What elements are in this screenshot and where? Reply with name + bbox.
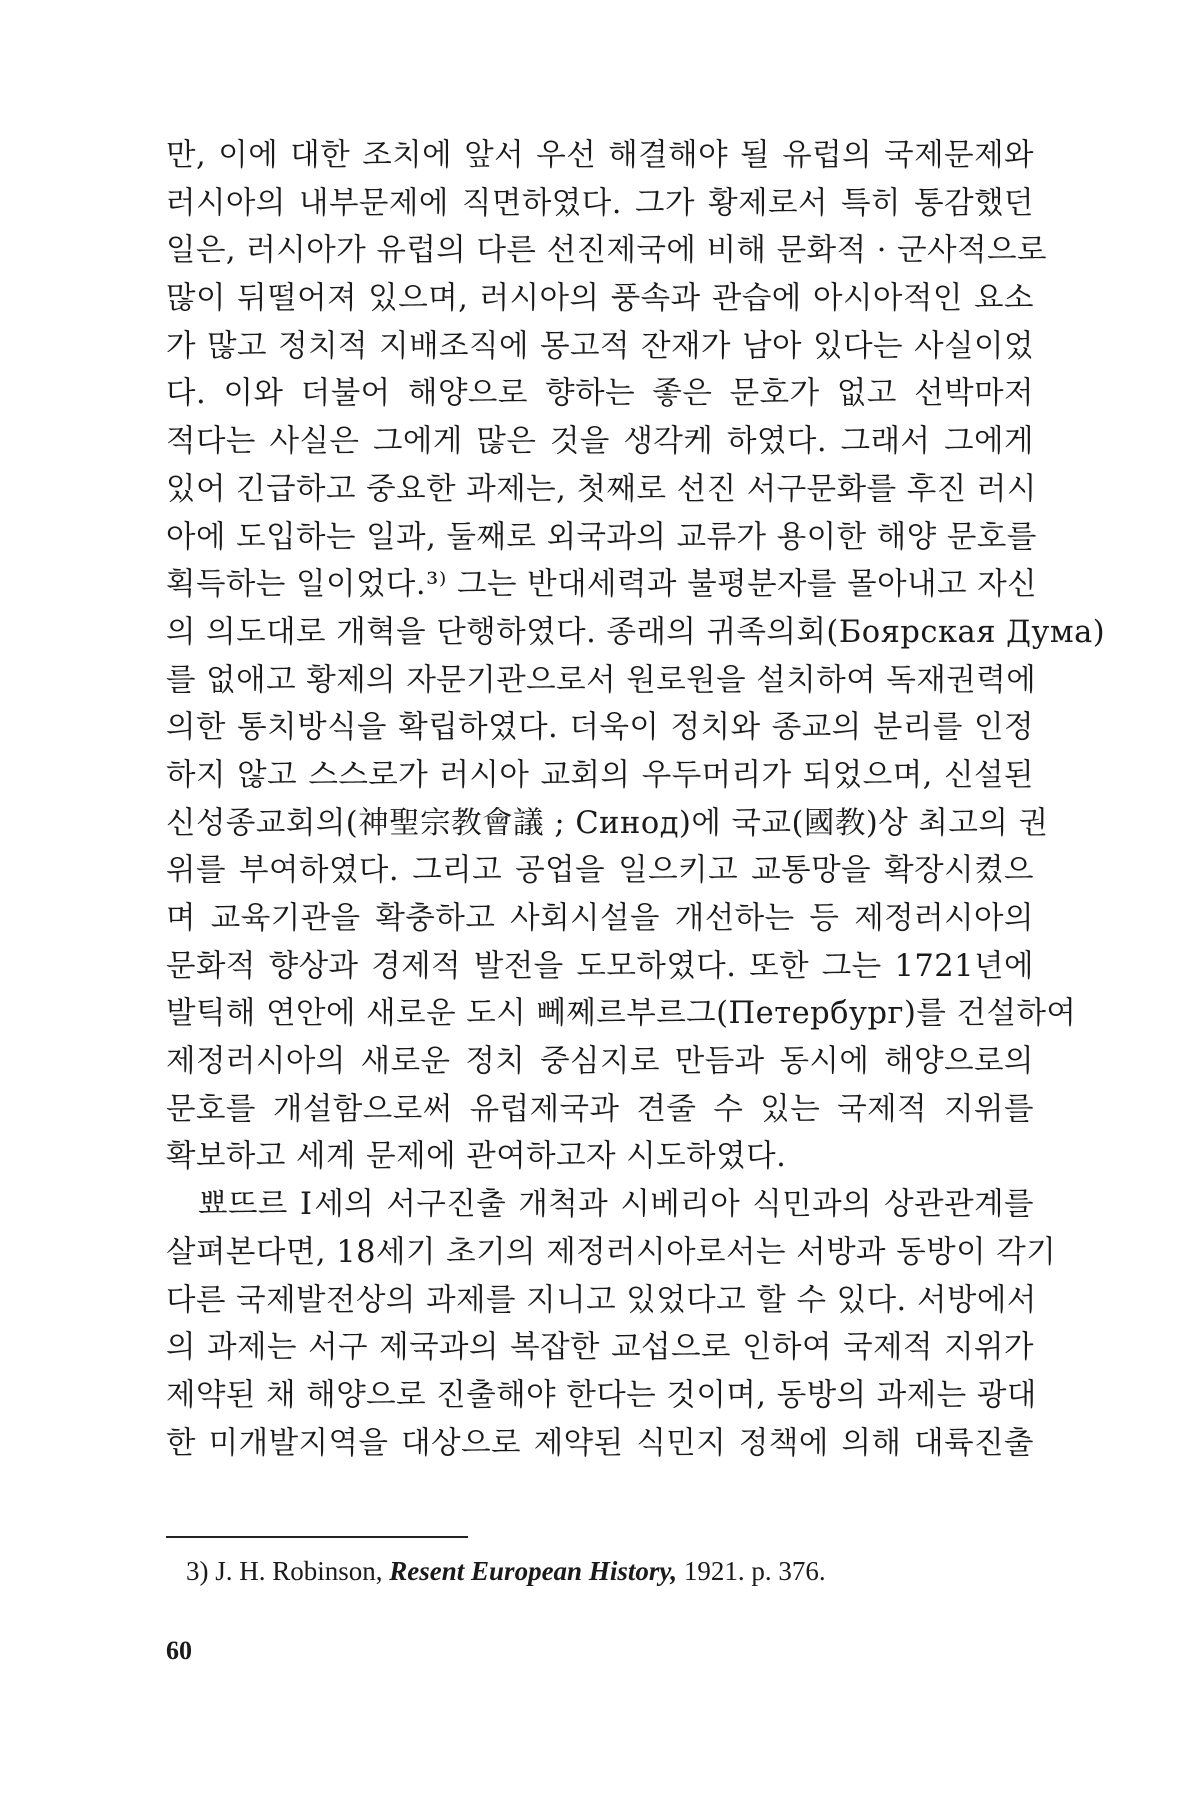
page-number: 60: [166, 1636, 192, 1665]
footnote-divider: [166, 1536, 468, 1538]
body-text: [166, 132, 1106, 1467]
paragraph-start-line: 뾰뜨르 Ⅰ세의 서구진출 개척과 시베리아 식민과의 상관관계를: [198, 1187, 1034, 1223]
text-line: 살펴본다면, 18세기 초기의 제정러시아로서는 서방과 동방이 각기: [166, 1234, 1057, 1270]
text-line: 다. 이와 더불어 해양으로 향하는 좋은 문호가 없고 선박마저: [166, 376, 1034, 412]
text-line: 를 없애고 황제의 자문기관으로서 원로원을 설치하여 독재권력에: [166, 662, 1037, 698]
text-line: 획득하는 일이었다.³⁾ 그는 반대세력과 불평분자를 몰아내고 자신: [166, 567, 1038, 603]
text-line: 문호를 개설함으로써 유럽제국과 견줄 수 있는 국제적 지위를: [166, 1091, 1034, 1127]
text-line: 문화적 향상과 경제적 발전을 도모하였다. 또한 그는 1721년에: [166, 948, 1034, 984]
text-line: 러시아의 내부문제에 직면하였다. 그가 황제로서 특히 통감했던: [166, 185, 1034, 221]
text-line: 제정러시아의 새로운 정치 중심지로 만듬과 동시에 해양으로의: [166, 1044, 1034, 1080]
text-line: 있어 긴급하고 중요한 과제는, 첫째로 선진 서구문화를 후진 러시: [166, 471, 1037, 507]
text-line: 하지 않고 스스로가 러시아 교회의 우두머리가 되었으며, 신설된: [166, 757, 1034, 793]
text-line: 발틱해 연안에 새로운 도시 뻬쩨르부르그(Петербург)를 건설하여: [166, 996, 1077, 1032]
footnote-marker: 3): [186, 1556, 209, 1586]
text-line: 아에 도입하는 일과, 둘째로 외국과의 교류가 용이한 해양 문호를: [166, 519, 1037, 555]
text-line: 한 미개발지역을 대상으로 제약된 식민지 정책에 의해 대륙진출: [166, 1425, 1034, 1461]
text-line: 다른 국제발전상의 과제를 지니고 있었다고 할 수 있다. 서방에서: [166, 1282, 1037, 1318]
footnote-title: Resent European History,: [389, 1556, 678, 1586]
text-line: 의 과제는 서구 제국과의 복잡한 교섭으로 인하여 국제적 지위가: [166, 1330, 1034, 1366]
text-line: 가 많고 정치적 지배조직에 몽고적 잔재가 남아 있다는 사실이었: [166, 328, 1034, 364]
text-line: 의한 통치방식을 확립하였다. 더욱이 정치와 종교의 분리를 인정: [166, 710, 1034, 746]
text-line: 제약된 채 해양으로 진출해야 한다는 것이며, 동방의 과제는 광대: [166, 1377, 1037, 1413]
text-line: 의 의도대로 개혁을 단행하였다. 종래의 귀족의회(Боярская Дума): [166, 614, 1106, 650]
text-line: 신성종교회의(神聖宗教會議 ; Синод)에 국교(國教)상 최고의 권: [166, 805, 1049, 841]
text-line: 며 교육기관을 확충하고 사회시설을 개선하는 등 제정러시아의: [166, 901, 1034, 936]
text-line: 많이 뒤떨어져 있으며, 러시아의 풍속과 관습에 아시아적인 요소: [166, 281, 1034, 317]
footnote-citation: 1921. p. 376.: [683, 1556, 826, 1586]
text-line: 적다는 사실은 그에게 많은 것을 생각케 하였다. 그래서 그에게: [166, 424, 1034, 460]
text-line: 일은, 러시아가 유럽의 다른 선진제국에 비해 문화적 · 군사적으로: [166, 233, 1047, 269]
text-line: 만, 이에 대한 조치에 앞서 우선 해결해야 될 유럽의 국제문제와: [166, 138, 1034, 173]
text-line: 위를 부여하였다. 그리고 공업을 일으키고 교통망을 확장시켰으: [166, 853, 1034, 889]
paragraph-end-line: 확보하고 세계 문제에 관여하고자 시도하였다.: [166, 1139, 787, 1175]
footnote: [186, 1553, 826, 1589]
footnote-author: J. H. Robinson,: [215, 1556, 383, 1586]
